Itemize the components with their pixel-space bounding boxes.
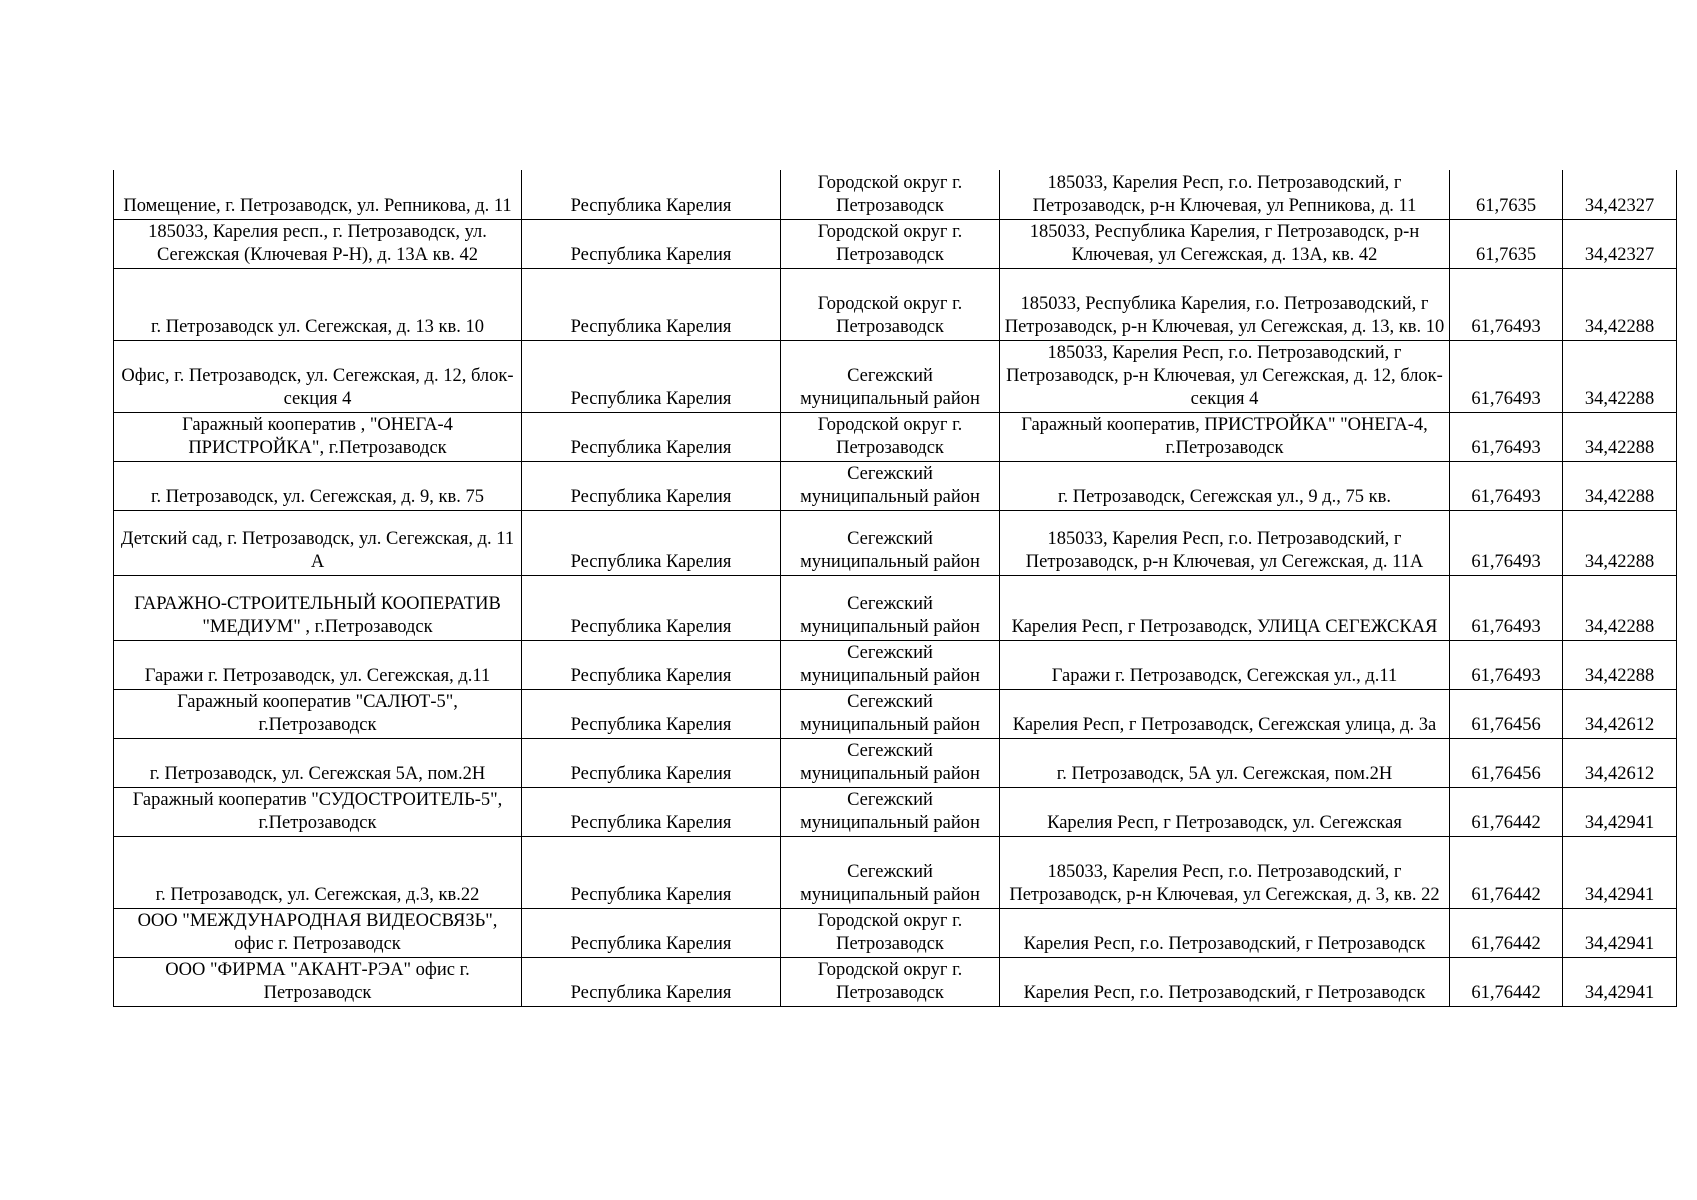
cell-municipality: Городской округ г. Петрозаводск — [781, 412, 1000, 461]
cell-municipality: Сегежский муниципальный район — [781, 640, 1000, 689]
cell-latitude: 61,76493 — [1450, 640, 1563, 689]
cell-address: г. Петрозаводск, Сегежская ул., 9 д., 75 кв. — [1000, 461, 1450, 510]
cell-latitude: 61,76493 — [1450, 412, 1563, 461]
cell-object-name: г. Петрозаводск, ул. Сегежская, д.3, кв.22 — [114, 836, 522, 908]
cell-longitude: 34,42327 — [1563, 219, 1677, 268]
cell-municipality: Сегежский муниципальный район — [781, 738, 1000, 787]
cell-longitude: 34,42288 — [1563, 412, 1677, 461]
cell-address: 185033, Республика Карелия, г Петрозаводск, р-н Ключевая, ул Сегежская, д. 13А, кв. 42 — [1000, 219, 1450, 268]
cell-region: Республика Карелия — [522, 575, 781, 640]
table-body — [114, 170, 1677, 1006]
cell-address: г. Петрозаводск, 5А ул. Сегежская, пом.2Н — [1000, 738, 1450, 787]
cell-longitude: 34,42612 — [1563, 689, 1677, 738]
cell-latitude: 61,7635 — [1450, 219, 1563, 268]
cell-address: Карелия Респ, г Петрозаводск, ул. Сегежская — [1000, 787, 1450, 836]
cell-latitude: 61,76442 — [1450, 908, 1563, 957]
cell-address: Карелия Респ, г Петрозаводск, УЛИЦА СЕГЕЖСКАЯ — [1000, 575, 1450, 640]
cell-region: Республика Карелия — [522, 461, 781, 510]
cell-region: Республика Карелия — [522, 170, 781, 219]
table-row — [114, 787, 1677, 836]
cell-region: Республика Карелия — [522, 412, 781, 461]
table-row — [114, 412, 1677, 461]
cell-municipality: Городской округ г. Петрозаводск — [781, 908, 1000, 957]
cell-municipality: Сегежский муниципальный район — [781, 461, 1000, 510]
cell-object-name: 185033, Карелия респ., г. Петрозаводск, ул. Сегежская (Ключевая Р-Н), д. 13А кв. 42 — [114, 219, 522, 268]
table-row — [114, 957, 1677, 1006]
cell-address: Карелия Респ, г Петрозаводск, Сегежская улица, д. 3а — [1000, 689, 1450, 738]
cell-address: Гаражный кооператив, ПРИСТРОЙКА" "ОНЕГА-4, г.Петрозаводск — [1000, 412, 1450, 461]
cell-region: Республика Карелия — [522, 510, 781, 575]
cell-municipality: Сегежский муниципальный район — [781, 836, 1000, 908]
cell-address: Карелия Респ, г.о. Петрозаводский, г Петрозаводск — [1000, 908, 1450, 957]
cell-object-name: Офис, г. Петрозаводск, ул. Сегежская, д. 12, блок-секция 4 — [114, 340, 522, 412]
cell-longitude: 34,42941 — [1563, 836, 1677, 908]
cell-address: 185033, Карелия Респ, г.о. Петрозаводский, г Петрозаводск, р-н Ключевая, ул Сегежская, д. 11А — [1000, 510, 1450, 575]
cell-municipality: Сегежский муниципальный район — [781, 689, 1000, 738]
table-row — [114, 219, 1677, 268]
cell-municipality: Сегежский муниципальный район — [781, 787, 1000, 836]
cell-latitude: 61,76442 — [1450, 957, 1563, 1006]
table-row — [114, 689, 1677, 738]
cell-municipality: Городской округ г. Петрозаводск — [781, 957, 1000, 1006]
cell-longitude: 34,42941 — [1563, 787, 1677, 836]
table-row — [114, 640, 1677, 689]
cell-object-name: Гаражный кооператив "СУДОСТРОИТЕЛЬ-5", г.Петрозаводск — [114, 787, 522, 836]
table-row — [114, 738, 1677, 787]
cell-object-name: Гаражи г. Петрозаводск, ул. Сегежская, д.11 — [114, 640, 522, 689]
cell-latitude: 61,76456 — [1450, 689, 1563, 738]
cell-latitude: 61,76493 — [1450, 575, 1563, 640]
cell-longitude: 34,42327 — [1563, 170, 1677, 219]
cell-object-name: Помещение, г. Петрозаводск, ул. Репникова, д. 11 — [114, 170, 522, 219]
cell-region: Республика Карелия — [522, 957, 781, 1006]
cell-address: Карелия Респ, г.о. Петрозаводский, г Петрозаводск — [1000, 957, 1450, 1006]
cell-object-name: ООО "ФИРМА "АКАНТ-РЭА" офис г. Петрозаводск — [114, 957, 522, 1006]
table-row — [114, 575, 1677, 640]
cell-longitude: 34,42941 — [1563, 908, 1677, 957]
cell-municipality: Сегежский муниципальный район — [781, 575, 1000, 640]
cell-latitude: 61,76442 — [1450, 836, 1563, 908]
cell-municipality: Сегежский муниципальный район — [781, 340, 1000, 412]
cell-region: Республика Карелия — [522, 908, 781, 957]
table-row — [114, 268, 1677, 340]
cell-longitude: 34,42288 — [1563, 340, 1677, 412]
cell-region: Республика Карелия — [522, 689, 781, 738]
cell-address: 185033, Карелия Респ, г.о. Петрозаводский, г Петрозаводск, р-н Ключевая, ул Сегежская, д. 12, блок-секция 4 — [1000, 340, 1450, 412]
cell-longitude: 34,42288 — [1563, 461, 1677, 510]
cell-latitude: 61,7635 — [1450, 170, 1563, 219]
cell-object-name: Детский сад, г. Петрозаводск, ул. Сегежская, д. 11 А — [114, 510, 522, 575]
cell-municipality: Городской округ г. Петрозаводск — [781, 219, 1000, 268]
table-row — [114, 461, 1677, 510]
cell-region: Республика Карелия — [522, 640, 781, 689]
cell-address: 185033, Карелия Респ, г.о. Петрозаводский, г Петрозаводск, р-н Ключевая, ул Сегежская, д. 3, кв. 22 — [1000, 836, 1450, 908]
cell-latitude: 61,76493 — [1450, 461, 1563, 510]
cell-address: 185033, Республика Карелия, г.о. Петрозаводский, г Петрозаводск, р-н Ключевая, ул Сегежская, д. 13, кв. 10 — [1000, 268, 1450, 340]
cell-latitude: 61,76442 — [1450, 787, 1563, 836]
cell-object-name: Гаражный кооператив , "ОНЕГА-4 ПРИСТРОЙКА", г.Петрозаводск — [114, 412, 522, 461]
cell-object-name: г. Петрозаводск, ул. Сегежская, д. 9, кв. 75 — [114, 461, 522, 510]
table-row — [114, 340, 1677, 412]
cell-latitude: 61,76493 — [1450, 510, 1563, 575]
cell-latitude: 61,76493 — [1450, 340, 1563, 412]
cell-municipality: Сегежский муниципальный район — [781, 510, 1000, 575]
table-row — [114, 836, 1677, 908]
cell-region: Республика Карелия — [522, 268, 781, 340]
cell-region: Республика Карелия — [522, 836, 781, 908]
cell-object-name: г. Петрозаводск, ул. Сегежская 5А, пом.2Н — [114, 738, 522, 787]
cell-longitude: 34,42288 — [1563, 575, 1677, 640]
cell-latitude: 61,76493 — [1450, 268, 1563, 340]
cell-object-name: г. Петрозаводск ул. Сегежская, д. 13 кв. 10 — [114, 268, 522, 340]
cell-region: Республика Карелия — [522, 738, 781, 787]
cell-longitude: 34,42941 — [1563, 957, 1677, 1006]
cell-region: Республика Карелия — [522, 787, 781, 836]
table-row — [114, 908, 1677, 957]
cell-municipality: Городской округ г. Петрозаводск — [781, 170, 1000, 219]
cell-address: Гаражи г. Петрозаводск, Сегежская ул., д.11 — [1000, 640, 1450, 689]
cell-region: Республика Карелия — [522, 219, 781, 268]
table-row — [114, 510, 1677, 575]
address-registry-table — [113, 170, 1677, 1007]
cell-region: Республика Карелия — [522, 340, 781, 412]
cell-municipality: Городской округ г. Петрозаводск — [781, 268, 1000, 340]
cell-latitude: 61,76456 — [1450, 738, 1563, 787]
cell-object-name: ГАРАЖНО-СТРОИТЕЛЬНЫЙ КООПЕРАТИВ "МЕДИУМ" , г.Петрозаводск — [114, 575, 522, 640]
cell-longitude: 34,42288 — [1563, 268, 1677, 340]
cell-longitude: 34,42288 — [1563, 640, 1677, 689]
cell-object-name: ООО "МЕЖДУНАРОДНАЯ ВИДЕОСВЯЗЬ", офис г. Петрозаводск — [114, 908, 522, 957]
cell-object-name: Гаражный кооператив "САЛЮТ-5", г.Петрозаводск — [114, 689, 522, 738]
table-row — [114, 170, 1677, 219]
cell-address: 185033, Карелия Респ, г.о. Петрозаводский, г Петрозаводск, р-н Ключевая, ул Репникова, д. 11 — [1000, 170, 1450, 219]
cell-longitude: 34,42612 — [1563, 738, 1677, 787]
cell-longitude: 34,42288 — [1563, 510, 1677, 575]
